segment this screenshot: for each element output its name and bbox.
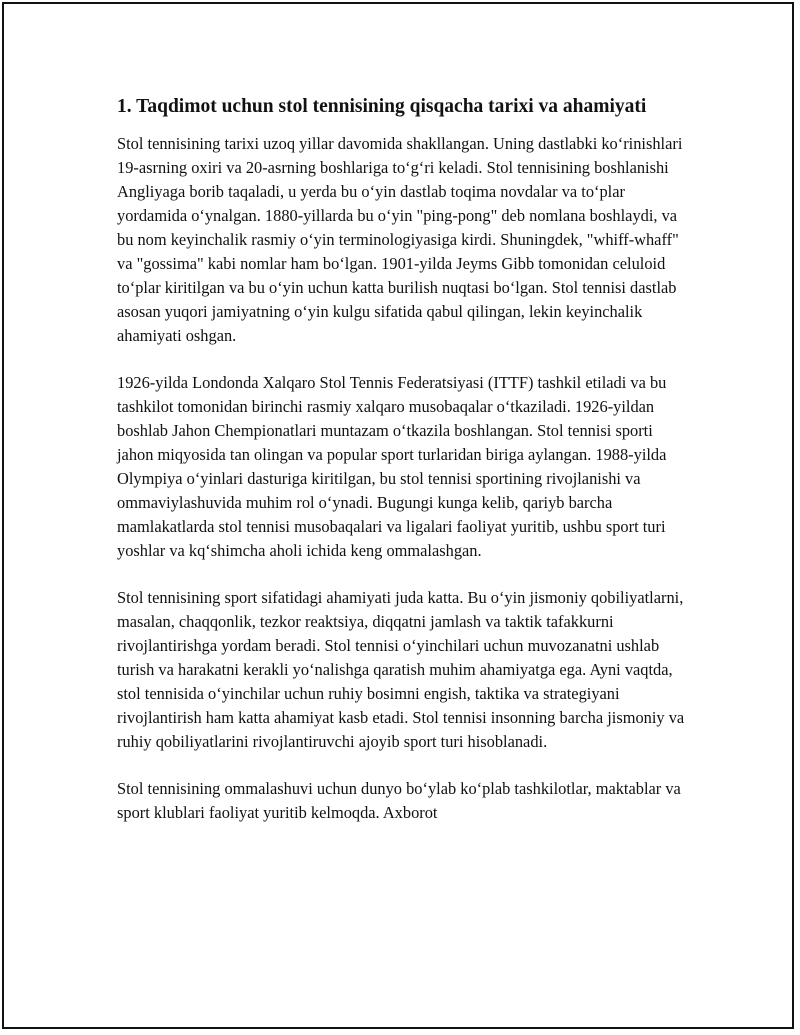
paragraph-ittf: 1926-yilda Londonda Xalqaro Stol Tennis Federatsiyasi (ITTF) tashkil etiladi va bu tashkilot tomonidan birinchi rasmiy xalqaro musobaqalar oʻtkaziladi. 1926-yildan boshlab Jahon Chempionatlari muntazam oʻtkazila boshlangan. Stol tennisi sporti jahon miqyosida tan olingan va popular sport turlaridan biriga aylangan. 1988-yilda Olympiya oʻyinlari dasturiga kiritilgan, bu stol tennisi sportining rivojlanishi va ommaviylashuvida muhim rol oʻynadi. Bugungi kunga kelib, qariyb barcha mamlakatlarda stol tennisi musobaqalari va ligalari faoliyat yuritib, ushbu sport turi yoshlar va kqʻshimcha aholi ichida keng ommalashgan. xyxy=(117,373,667,560)
paragraph-history: Stol tennisining tarixi uzoq yillar davomida shakllangan. Uning dastlabki koʻrinishlari 19-asrning oxiri va 20-asrning boshlariga toʻgʻri keladi. Stol tennisining boshlanishi Angliyaga borib taqaladi, u yerda bu oʻyin dastlab toqima novdalar va toʻplar yordamida oʻynalgan. 1880-yillarda bu oʻyin "ping-pong" deb nomlana boshlaydi, va bu nom keyinchalik rasmiy oʻyin terminologiyasiga kirdi. Shuningdek, "whiff-whaff" va "gossima" kabi nomlar ham boʻlgan. 1901-yilda Jeyms Gibb tomonidan celuloid toʻplar kiritilgan va bu oʻyin uchun katta burilish nuqtasi boʻlgan. Stol tennisi dastlab asosan yuqori jamiyatning oʻyin kulgu sifatida qabul qilingan, lekin keyinchalik ahamiyati oshgan. xyxy=(117,134,683,345)
paragraph-importance: Stol tennisining sport sifatidagi ahamiyati juda katta. Bu oʻyin jismoniy qobiliyatlarni, masalan, chaqqonlik, tezkor reaktsiya, diqqatni jamlash va taktik tafakkurni rivojlantirishga yordam beradi. Stol tennisi oʻyinchilari uchun muvozanatni ushlab turish va harakatni kerakli yoʻnalishga qaratish muhim ahamiyatga ega. Ayni vaqtda, stol tennisida oʻyinchilar uchun ruhiy bosimni engish, taktika va strategiyani rivojlantirish ham katta ahamiyat kasb etadi. Stol tennisi insonning barcha jismoniy va ruhiy qobiliyatlarini rivojlantiruvchi ajoyib sport turi hisoblanadi. xyxy=(117,588,685,751)
section-heading: 1. Taqdimot uchun stol tennisining qisqacha tarixi va ahamiyati xyxy=(117,96,647,117)
paragraph-popularization: Stol tennisining ommalashuvi uchun dunyo boʻylab koʻplab tashkilotlar, maktablar va sport klublari faoliyat yuritib kelmoqda. Axborot xyxy=(117,779,681,822)
document-body xyxy=(117,94,687,848)
